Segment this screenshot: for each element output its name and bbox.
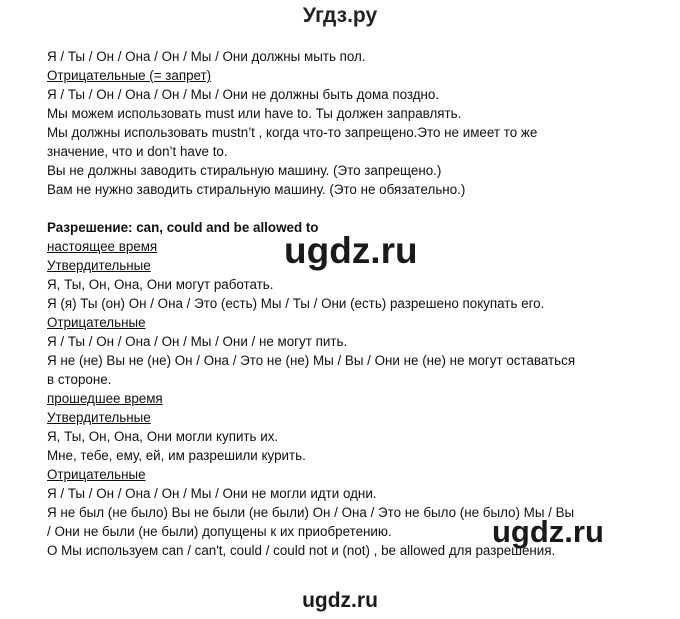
text-line: Я не (не) Вы не (не) Он / Она / Это не (не) Мы / Вы / Они не (не) не могут оставаться: [47, 353, 576, 368]
text-line: Мы должны использовать mustn’t , когда что-то запрещено.Это не имеет то же: [47, 125, 538, 140]
subheading-affirmative: Утвердительные: [47, 258, 151, 273]
text-line: / Они не были (не были) допущены к их приобретению.: [47, 524, 392, 539]
text-line: Я (я) Ты (он) Он / Она / Это (есть) Мы / Ты / Они (есть) разрешено покупать его.: [47, 296, 545, 311]
text-line: О Мы используем can / can't, could / could not и (not) , be allowed для разрешения.: [47, 543, 556, 558]
subheading-negative: Отрицательные: [47, 315, 146, 330]
subheading-negative: Отрицательные: [47, 467, 146, 482]
text-line: Я / Ты / Он / Она / Он / Мы / Они не могли идти одни.: [47, 486, 377, 501]
site-header: Угдз.ру: [302, 4, 378, 27]
subheading-negative: Отрицательные (= запрет): [47, 68, 212, 83]
text-line: Мне, тебе, ему, ей, им разрешили курить.: [47, 448, 306, 463]
text-line: Я / Ты / Он / Она / Он / Мы / Они должны мыть пол.: [47, 49, 366, 64]
text-line: Вы не должны заводить стиральную машину. (Это запрещено.): [47, 163, 442, 178]
text-line: Я не был (не было) Вы не были (не были) Он / Она / Это не было (не было) Мы / Вы: [47, 505, 575, 520]
watermark-center: ugdz.ru: [284, 230, 418, 271]
text-line: Вам не нужно заводить стиральную машину. (Это не обязательно.): [47, 182, 466, 197]
text-line: Я, Ты, Он, Она, Они могли купить их.: [47, 429, 279, 444]
section-heading-permission: Разрешение: can, could and be allowed to: [47, 220, 319, 235]
subheading-affirmative: Утвердительные: [47, 410, 151, 425]
text-line: в стороне.: [47, 372, 112, 387]
text-line: Я, Ты, Он, Она, Они могут работать.: [47, 277, 274, 292]
subheading-present-tense: настоящее время: [47, 239, 158, 254]
text-line: Я / Ты / Он / Она / Он / Мы / Они / не могут пить.: [47, 334, 348, 349]
text-line: Я / Ты / Он / Она / Он / Мы / Они не должны быть дома поздно.: [47, 87, 440, 102]
text-line: Мы можем использовать must или have to. Ты должен заправлять.: [47, 106, 462, 121]
watermark-bottom: ugdz.ru: [302, 589, 378, 612]
text-line: значение, что и don’t have to.: [47, 144, 228, 159]
subheading-past-tense: прошедшее время: [47, 391, 163, 406]
watermark-right: ugdz.ru: [492, 514, 604, 549]
